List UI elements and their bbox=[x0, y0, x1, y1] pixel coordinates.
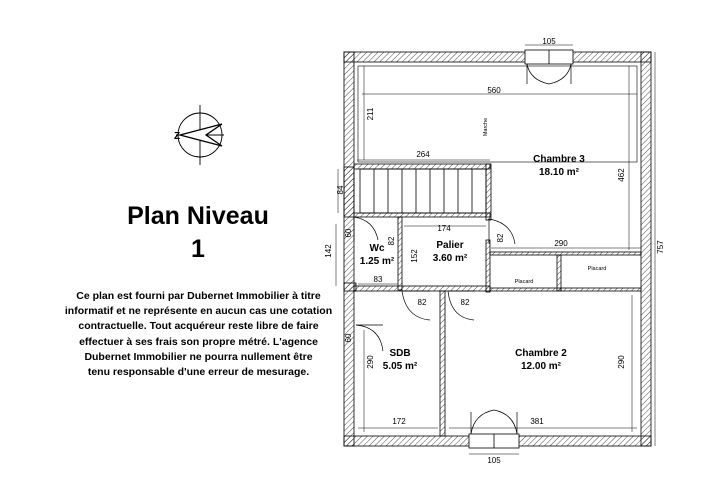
dim-wc-bottom: 83 bbox=[373, 275, 383, 284]
plan-title-line2: 1 bbox=[191, 235, 205, 263]
disclaimer-line: informatif et ne représente en aucun cas une cotation bbox=[64, 305, 333, 318]
dim-palier-length: 174 bbox=[437, 224, 451, 233]
dim-chambre3-width: 560 bbox=[487, 86, 501, 95]
dim-bottom-window: 105 bbox=[487, 456, 501, 465]
disclaimer-line: effectuer à ses frais son propre métré. L'agence bbox=[79, 335, 318, 348]
compass-label: Z bbox=[174, 131, 181, 142]
disclaimer-line: Ce plan est fourni par Dubernet Immobilier à titre bbox=[76, 290, 321, 302]
dim-sdb-door: 82 bbox=[417, 298, 427, 307]
chambre3-area: 18.10 m² bbox=[538, 167, 580, 178]
chambre2-area: 12.00 m² bbox=[520, 361, 562, 372]
plan-title bbox=[98, 200, 298, 266]
dim-stair-width: 264 bbox=[416, 150, 430, 159]
compass-icon bbox=[176, 105, 224, 165]
sdb-name: SDB bbox=[389, 348, 411, 359]
dim-stair-depth: 84 bbox=[336, 185, 345, 195]
bottom-window bbox=[469, 410, 519, 448]
top-window bbox=[525, 50, 573, 84]
placard-label-2: Placard bbox=[587, 266, 607, 272]
dim-placard-width: 290 bbox=[554, 239, 568, 248]
exterior-walls bbox=[344, 52, 651, 446]
dim-total-height: 757 bbox=[656, 240, 665, 254]
sdb-area: 5.05 m² bbox=[382, 361, 418, 372]
palier-area: 3.60 m² bbox=[432, 253, 468, 264]
dim-sdb-height: 290 bbox=[366, 355, 375, 369]
chambre2-name: Chambre 2 bbox=[515, 348, 567, 359]
dim-wc-width: 82 bbox=[387, 236, 396, 246]
staircase bbox=[360, 169, 486, 213]
dim-palier-height: 152 bbox=[410, 249, 419, 263]
palier-name: Palier bbox=[436, 240, 464, 251]
dim-chambre3-right: 462 bbox=[617, 168, 626, 182]
dim-wc-height: 142 bbox=[324, 244, 333, 258]
marche-label: Marche bbox=[483, 117, 489, 137]
disclaimer-line: contractuelle. Tout acquéreur reste libre de faire bbox=[78, 320, 319, 333]
disclaimer-line: tenu responsable d'une erreur de mesurage. bbox=[87, 366, 310, 379]
dim-chambre2-width: 381 bbox=[530, 417, 544, 426]
dim-chambre2-door: 82 bbox=[460, 298, 470, 307]
chambre3-name: Chambre 3 bbox=[533, 154, 585, 165]
dim-sdb-width: 172 bbox=[392, 417, 406, 426]
dim-chambre3-door: 82 bbox=[496, 233, 505, 243]
dim-top-window: 105 bbox=[542, 37, 556, 46]
dim-wc-door: 60 bbox=[344, 228, 353, 238]
dim-sdb-left-door: 60 bbox=[344, 333, 353, 343]
dim-chambre2-height: 290 bbox=[617, 355, 626, 369]
interior-walls bbox=[354, 66, 641, 436]
plan-title-line1: Plan Niveau bbox=[127, 202, 269, 230]
wc-name: Wc bbox=[369, 243, 385, 254]
placard-label-1: Placard bbox=[514, 279, 534, 285]
disclaimer-line: Dubernet Immobilier ne pourra nullement être bbox=[84, 350, 313, 363]
dim-chambre3-left: 211 bbox=[366, 107, 375, 121]
wc-area: 1.25 m² bbox=[359, 256, 395, 267]
disclaimer-text bbox=[36, 289, 361, 380]
